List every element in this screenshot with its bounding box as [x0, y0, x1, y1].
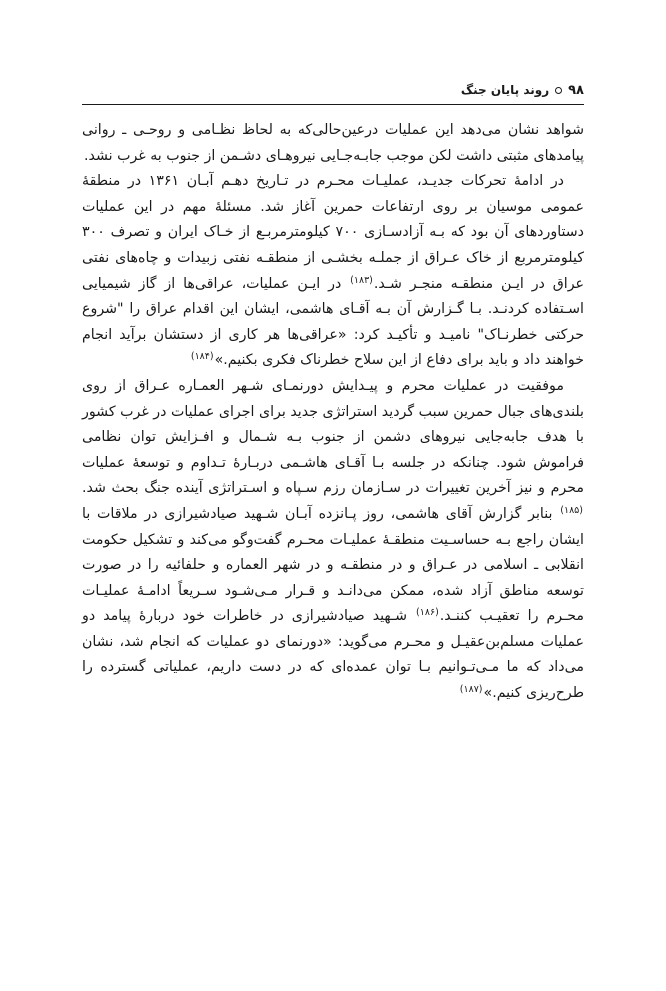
- footnote-ref: (۱۸۵): [560, 504, 583, 516]
- paragraph-text: بنابر گزارش آقای هاشمی، روز پـانزده آبـان شـهید صیادشیرازی در ملاقات با ایشان راجع بـه حساسـیت منطقـۀ عملیـات محـرم گفت‌وگو می‌کند و تشکیل حکومت انقلابی ـ اسلامی در عـراق و در منطقـه و در شهر العماره و حلفائیه را در صورت توسعه مناطق آزاد شده، ممکن می‌دانـد و قـرار مـی‌شـود سـریعاً ادامـۀ عملیـات محـرم را تعقیـب کننـد.: [82, 505, 584, 625]
- footnote-ref: (۱۸۳): [350, 274, 373, 286]
- running-title: روند پایان جنگ: [460, 83, 550, 97]
- paragraph-text: در ایـن عملیات، عراقی‌ها از گاز شیمیایی اسـتفاده کردنـد. بـا گـزارش آن بـه آقـای هاشمی، ایشان این اقدام عراق را "شروع حرکتی خطرنـاک" نامیـد و تأکیـد کرد: «عراقی‌ها هر کاری از دستشان برآید انجام خواهند داد و باید برای دفاع از این سلاح خطرناک فکری بکنیم.»: [82, 275, 584, 369]
- circle-ornament-icon: [555, 87, 562, 94]
- paragraph: [82, 118, 584, 169]
- paragraph: [82, 169, 584, 374]
- footnote-ref: (۱۸۷): [459, 684, 483, 696]
- footnote-ref: (۱۸۴): [190, 351, 214, 363]
- paragraph: [82, 374, 584, 707]
- page-header: [82, 78, 584, 102]
- paragraph-text: شـهید صیادشیرازی در خاطرات خود دربارۀ پیامد دو عملیات مسلم‌بن‌عقیـل و محـرم می‌گوید: «دورنمای دو عملیات که انجام شد، نشان می‌داد که ما مـی‌تـوانیم بـا توان عمده‌ای که در دست داریم، عملیاتی گسترده را طرح‌ریزی کنیم.»: [82, 608, 584, 702]
- paragraph-text: موفقیت در عملیات محرم و پیـدایش دورنمـای شـهر العمـاره عـراق از روی بلندی‌های جبال حمرین سبب گردید استراتژی جدید برای اجرای عملیات در غرب کشور با هدف جابه‌جایی نیروهای دشمن از جنوب بـه شـمال و افـزایش توان نظامی فراموش شود. چنانکه در جلسه بـا آقـای هاشـمی دربـارۀ تـداوم و توسعۀ عملیات محرم و نیز آخرین تغییرات در سـازمان رزم سـپاه و اسـتراتژی آینده جنگ بحث شد.: [82, 377, 584, 497]
- page-number: ۹۸: [568, 82, 584, 98]
- footnote-ref: (۱۸۶): [416, 607, 439, 619]
- paragraph-text: در ادامۀ تحرکات جدیـد، عملیـات محـرم در تـاریخ دهـم آبـان ۱۳۶۱ در منطقۀ عمومی موسیان بر روی ارتفاعات حمرین آغاز شد. مسئلۀ مهم در این عملیات دستاوردهای آن بود که بـه آزادسـازی ۷۰۰ کیلومترمربـع از خـاک ایران و تصرف ۳۰۰ کیلومترمربع از خاک عـراق از جملـه بخشـی از منطقـه نفتی زبیدات و چاه‌های نفتی عراق در ایـن منطقـه منجـر شـد.: [82, 173, 585, 292]
- header-rule: [82, 104, 584, 105]
- paragraph-text: شواهد نشان می‌دهد این عملیات درعین‌حالی‌که به لحاظ نظـامی و روحـی ـ روانی پیامدهای مثبتی داشت لکن موجب جابـه‌جـایی نیروهـای دشـمن از جنوب به غرب نشد.: [82, 122, 584, 164]
- body-text: [82, 118, 584, 707]
